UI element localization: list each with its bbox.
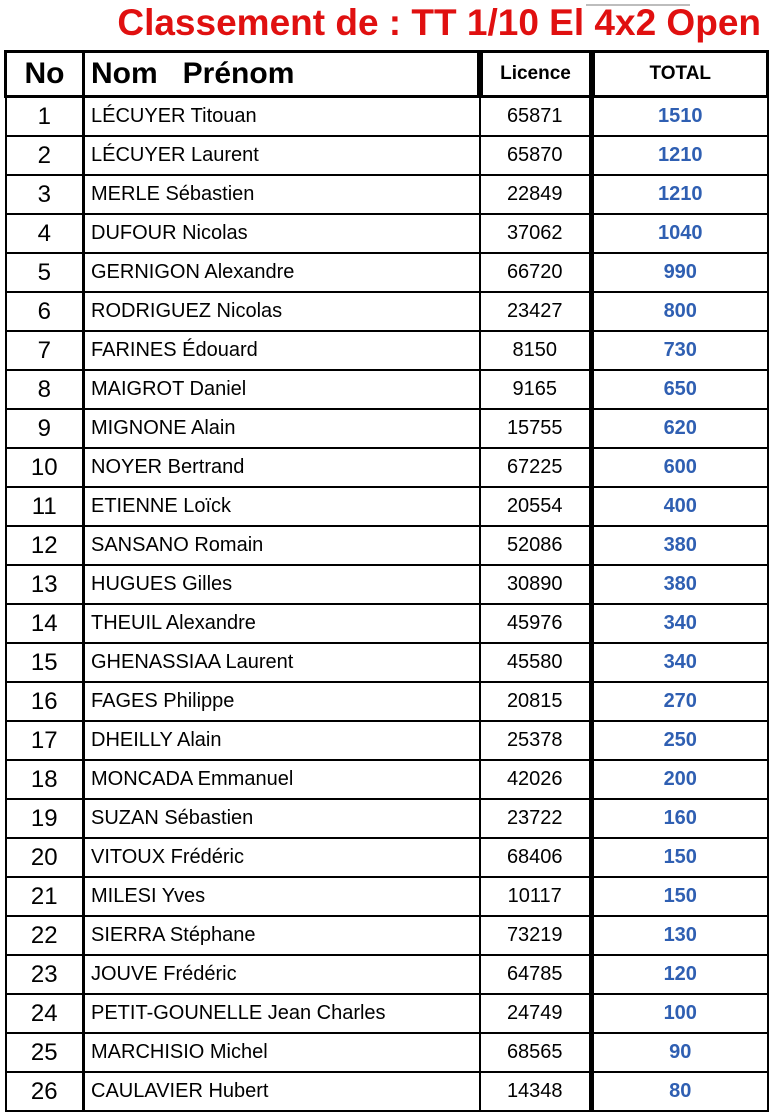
- column-header-total: TOTAL: [592, 52, 768, 97]
- licence-cell: 67225: [480, 448, 592, 487]
- rank-cell: 22: [6, 916, 84, 955]
- licence-cell: 23427: [480, 292, 592, 331]
- column-header-name: Nom Prénom: [84, 52, 480, 97]
- licence-cell: 66720: [480, 253, 592, 292]
- rank-cell: 14: [6, 604, 84, 643]
- licence-cell: 10117: [480, 877, 592, 916]
- table-row: [6, 955, 768, 994]
- licence-cell: 68406: [480, 838, 592, 877]
- table-row: [6, 526, 768, 565]
- table-row: [6, 760, 768, 799]
- rank-cell: 15: [6, 643, 84, 682]
- name-cell: JOUVE Frédéric: [84, 955, 480, 994]
- licence-cell: 22849: [480, 175, 592, 214]
- total-cell: 990: [592, 253, 768, 292]
- rank-cell: 7: [6, 331, 84, 370]
- table-row: [6, 877, 768, 916]
- total-cell: 1210: [592, 175, 768, 214]
- column-header-licence: Licence: [480, 52, 592, 97]
- total-cell: 200: [592, 760, 768, 799]
- table-row: [6, 97, 768, 137]
- name-cell: FARINES Édouard: [84, 331, 480, 370]
- name-cell: SIERRA Stéphane: [84, 916, 480, 955]
- table-row: [6, 604, 768, 643]
- total-cell: 1210: [592, 136, 768, 175]
- licence-cell: 20815: [480, 682, 592, 721]
- total-cell: 730: [592, 331, 768, 370]
- name-cell: GHENASSIAA Laurent: [84, 643, 480, 682]
- licence-cell: 64785: [480, 955, 592, 994]
- licence-cell: 65870: [480, 136, 592, 175]
- rank-cell: 21: [6, 877, 84, 916]
- total-cell: 250: [592, 721, 768, 760]
- rank-cell: 17: [6, 721, 84, 760]
- name-cell: HUGUES Gilles: [84, 565, 480, 604]
- name-cell: DHEILLY Alain: [84, 721, 480, 760]
- rank-cell: 18: [6, 760, 84, 799]
- rank-cell: 13: [6, 565, 84, 604]
- rank-cell: 2: [6, 136, 84, 175]
- rank-cell: 19: [6, 799, 84, 838]
- total-cell: 380: [592, 565, 768, 604]
- name-cell: FAGES Philippe: [84, 682, 480, 721]
- table-row: [6, 916, 768, 955]
- table-row: [6, 292, 768, 331]
- licence-cell: 8150: [480, 331, 592, 370]
- table-row: [6, 175, 768, 214]
- table-row: [6, 136, 768, 175]
- name-cell: RODRIGUEZ Nicolas: [84, 292, 480, 331]
- licence-cell: 23722: [480, 799, 592, 838]
- column-header-no: No: [6, 52, 84, 97]
- total-cell: 600: [592, 448, 768, 487]
- total-cell: 1510: [592, 97, 768, 137]
- licence-cell: 15755: [480, 409, 592, 448]
- table-row: [6, 448, 768, 487]
- licence-cell: 65871: [480, 97, 592, 137]
- rank-cell: 6: [6, 292, 84, 331]
- table-row: [6, 643, 768, 682]
- licence-cell: 45976: [480, 604, 592, 643]
- total-cell: 150: [592, 877, 768, 916]
- total-cell: 80: [592, 1072, 768, 1111]
- licence-cell: 42026: [480, 760, 592, 799]
- total-cell: 100: [592, 994, 768, 1033]
- table-row: [6, 1072, 768, 1111]
- rank-cell: 12: [6, 526, 84, 565]
- table-row: [6, 682, 768, 721]
- rank-cell: 20: [6, 838, 84, 877]
- licence-cell: 73219: [480, 916, 592, 955]
- total-cell: 340: [592, 643, 768, 682]
- rank-cell: 8: [6, 370, 84, 409]
- name-cell: LÉCUYER Laurent: [84, 136, 480, 175]
- total-cell: 160: [592, 799, 768, 838]
- licence-cell: 37062: [480, 214, 592, 253]
- total-cell: 380: [592, 526, 768, 565]
- table-row: [6, 799, 768, 838]
- total-cell: 130: [592, 916, 768, 955]
- total-cell: 90: [592, 1033, 768, 1072]
- name-cell: CAULAVIER Hubert: [84, 1072, 480, 1111]
- table-row: [6, 721, 768, 760]
- rank-cell: 11: [6, 487, 84, 526]
- licence-cell: 45580: [480, 643, 592, 682]
- rank-cell: 4: [6, 214, 84, 253]
- table-row: [6, 214, 768, 253]
- total-cell: 1040: [592, 214, 768, 253]
- name-cell: SANSANO Romain: [84, 526, 480, 565]
- total-cell: 620: [592, 409, 768, 448]
- name-cell: THEUIL Alexandre: [84, 604, 480, 643]
- name-cell: PETIT-GOUNELLE Jean Charles: [84, 994, 480, 1033]
- table-row: [6, 370, 768, 409]
- rank-cell: 9: [6, 409, 84, 448]
- rank-cell: 26: [6, 1072, 84, 1111]
- rank-cell: 3: [6, 175, 84, 214]
- name-cell: SUZAN Sébastien: [84, 799, 480, 838]
- name-cell: LÉCUYER Titouan: [84, 97, 480, 137]
- table-row: [6, 409, 768, 448]
- table-row: [6, 565, 768, 604]
- table-row: [6, 838, 768, 877]
- name-cell: VITOUX Frédéric: [84, 838, 480, 877]
- name-cell: NOYER Bertrand: [84, 448, 480, 487]
- name-cell: MIGNONE Alain: [84, 409, 480, 448]
- ranking-table: [4, 50, 769, 1112]
- licence-cell: 24749: [480, 994, 592, 1033]
- table-row: [6, 331, 768, 370]
- name-cell: MONCADA Emmanuel: [84, 760, 480, 799]
- licence-cell: 30890: [480, 565, 592, 604]
- licence-cell: 25378: [480, 721, 592, 760]
- rank-cell: 23: [6, 955, 84, 994]
- rank-cell: 25: [6, 1033, 84, 1072]
- name-cell: GERNIGON Alexandre: [84, 253, 480, 292]
- rank-cell: 5: [6, 253, 84, 292]
- licence-cell: 9165: [480, 370, 592, 409]
- total-cell: 650: [592, 370, 768, 409]
- page-title: Classement de : TT 1/10 El 4x2 Open: [117, 2, 761, 43]
- name-cell: ETIENNE Loïck: [84, 487, 480, 526]
- licence-cell: 68565: [480, 1033, 592, 1072]
- name-cell: DUFOUR Nicolas: [84, 214, 480, 253]
- table-row: [6, 1033, 768, 1072]
- table-row: [6, 487, 768, 526]
- name-cell: MERLE Sébastien: [84, 175, 480, 214]
- name-cell: MARCHISIO Michel: [84, 1033, 480, 1072]
- licence-cell: 20554: [480, 487, 592, 526]
- rank-cell: 10: [6, 448, 84, 487]
- name-cell: MILESI Yves: [84, 877, 480, 916]
- total-cell: 800: [592, 292, 768, 331]
- name-cell: MAIGROT Daniel: [84, 370, 480, 409]
- licence-cell: 14348: [480, 1072, 592, 1111]
- total-cell: 270: [592, 682, 768, 721]
- total-cell: 340: [592, 604, 768, 643]
- header-row: [6, 52, 768, 97]
- licence-cell: 52086: [480, 526, 592, 565]
- rank-cell: 16: [6, 682, 84, 721]
- table-row: [6, 994, 768, 1033]
- total-cell: 150: [592, 838, 768, 877]
- rank-cell: 24: [6, 994, 84, 1033]
- rank-cell: 1: [6, 97, 84, 137]
- total-cell: 400: [592, 487, 768, 526]
- table-row: [6, 253, 768, 292]
- total-cell: 120: [592, 955, 768, 994]
